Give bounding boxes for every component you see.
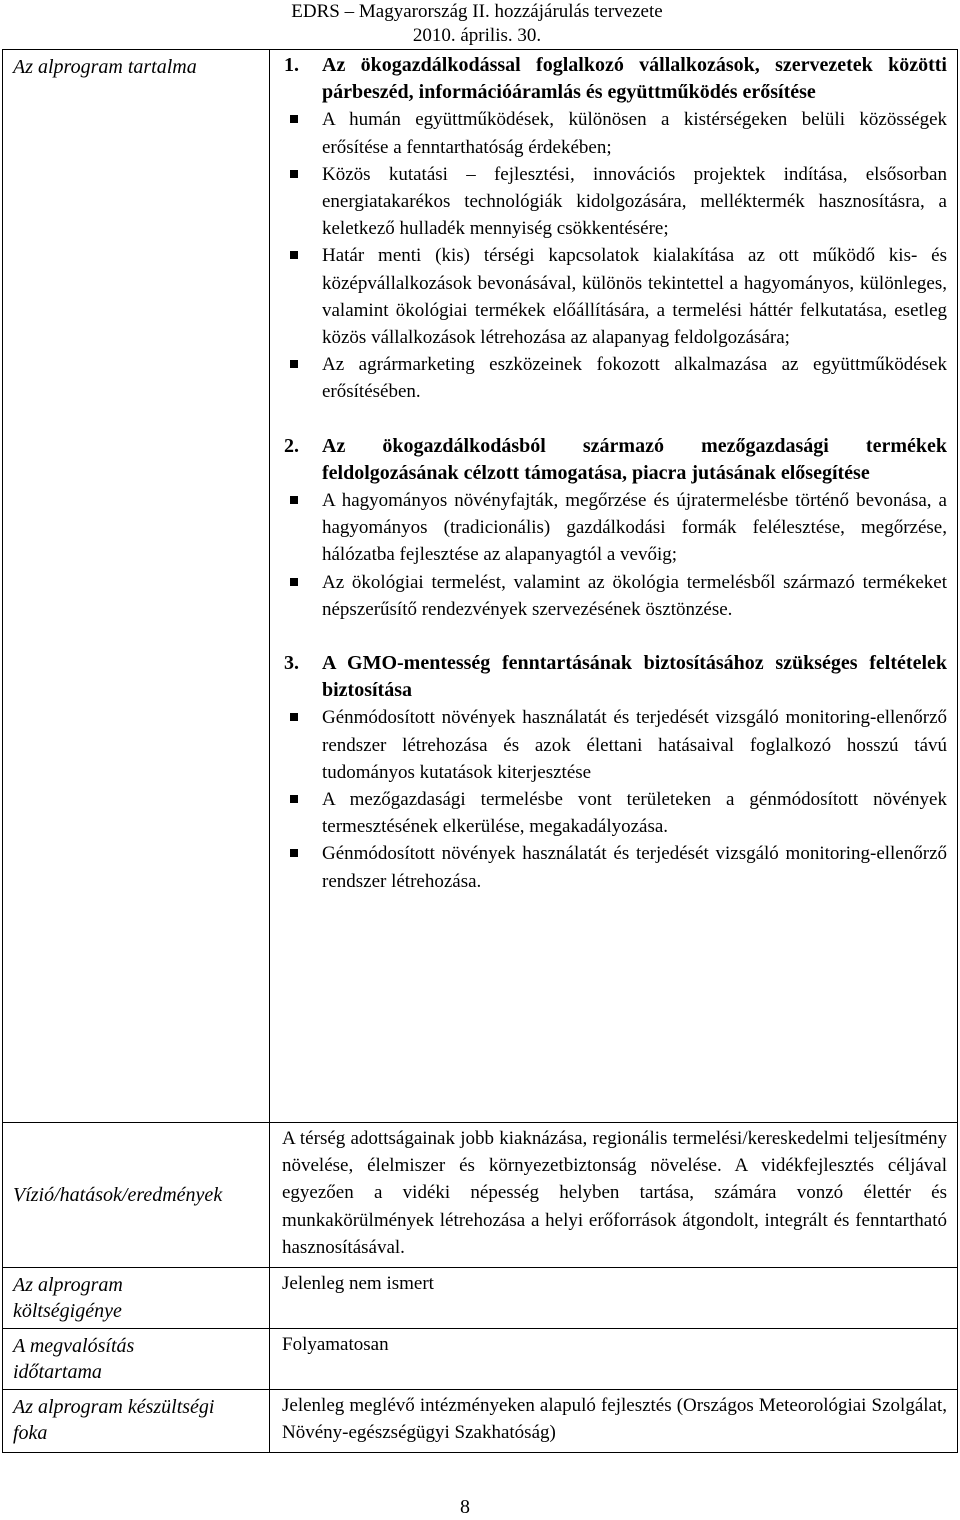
header-title: EDRS – Magyarország II. hozzájárulás tervezete: [291, 1, 663, 22]
bullet-square-icon: [284, 351, 322, 405]
section-3-heading: A GMO-mentesség fenntartásának biztosításához szükséges feltételek biztosítása: [322, 652, 947, 702]
vision-cell: [270, 1123, 958, 1268]
content-row: [3, 50, 958, 1123]
list-item: Határ menti (kis) térségi kapcsolatok kialakítása az ott működő kis- és középvállalkozások bevonásával, különös tekintettel a hagyományos, különleges, valamint ökológiai termékek előállítására, a termelési háttér felkutatása, esetleg közös vállalkozások létrehozása az alapanyag feldolgozására;: [284, 242, 947, 351]
list-item: A mezőgazdasági termelésbe vont területeken a génmódosított növények termesztésének elkerülése, megakadályozása.: [284, 786, 947, 840]
section-1-heading: Az ökogazdálkodással foglalkozó vállalkozások, szervezetek közötti párbeszéd, információáramlás és együttműködés erősítése: [322, 54, 947, 104]
list-item: Az agrármarketing eszközeinek fokozott alkalmazása az együttműködések erősítésében.: [284, 351, 947, 405]
section-2: [270, 433, 957, 623]
bullet-square-icon: [284, 569, 322, 623]
vision-row: [3, 1123, 958, 1268]
list-item: Közös kutatási – fejlesztési, innovációs projektek indítása, elsősorban energiatakarékos technológiák kidolgozására, melléktermék hasznosításra, a keletkező hulladék mennyiség csökkentésére;: [284, 161, 947, 243]
bullet-square-icon: [284, 840, 322, 894]
section-2-number: 2.: [284, 434, 299, 457]
list-item: A hagyományos növényfajták, megőrzése és újratermelésbe történő bevonása, a hagyományos (tradicionális) gazdálkodási formák felélesztése, megőrzése, hálózatba fejlesztése az alapanyagtól a vevőig;: [284, 487, 947, 569]
vision-text: A térség adottságainak jobb kiaknázása, regionális termelési/kereskedelmi teljesítmény növelése, élelmiszer és környezetbiztonság növelése. A vidékfejlesztés céljával egyezően a vidéki népesség helyben tartása, számára vonzó élettér és munkakörülmények létrehozása a helyi erőforrások átgondolt, integrált és fenntartható hasznosításával.: [282, 1128, 947, 1258]
section-1-title: [284, 52, 947, 106]
list-item: Génmódosított növények használatát és terjedését vizsgáló monitoring-ellenőrző rendszer létrehozása.: [284, 840, 947, 894]
section-3-number: 3.: [284, 652, 299, 675]
section-3-bullets: [284, 704, 947, 894]
cost-row: [3, 1268, 958, 1329]
section-3-title: [284, 650, 947, 704]
header-date: 2010. április. 30.: [412, 25, 542, 46]
list-item: A humán együttműködések, különösen a kistérségeken belüli közösségek erősítése a fenntarthatóság érdekében;: [284, 106, 947, 160]
section-1: [270, 50, 957, 406]
list-item: Génmódosított növények használatát és terjedését vizsgáló monitoring-ellenőrző rendszer létrehozása és azok élettani hatásaival foglalkozó hosszú távú tudományos kutatások kiterjesztése: [284, 704, 947, 786]
section-1-bullets: [284, 106, 947, 405]
list-item: Az ökológiai termelést, valamint az ökológia termelésből származó termékeket népszerűsítő rendezvények szervezésének ösztönzése.: [284, 569, 947, 623]
vision-label: Vízió/hatások/eredmények: [3, 1123, 270, 1268]
duration-cell: [270, 1329, 958, 1390]
section-2-title: [284, 433, 947, 487]
section-3: [270, 650, 957, 895]
bullet-square-icon: [284, 786, 322, 840]
readiness-text: Jelenleg meglévő intézményeken alapuló fejlesztés (Országos Meteorológiai Szolgálat, Növény-egészségügyi Szakhatóság): [282, 1395, 947, 1444]
duration-text: Folyamatosan: [282, 1334, 389, 1356]
section-2-bullets: [284, 487, 947, 623]
cost-label: Az alprogram költségigénye: [3, 1268, 270, 1329]
section-2-heading: Az ökogazdálkodásból származó mezőgazdasági termékek feldolgozásának célzott támogatása, piacra jutásának elősegítése: [322, 434, 947, 484]
cost-cell: [270, 1268, 958, 1329]
content-cell: [270, 50, 958, 1123]
section-1-number: 1.: [284, 54, 299, 76]
bullet-square-icon: [284, 487, 322, 569]
page-number: 8: [460, 1496, 470, 1518]
bullet-square-icon: [284, 161, 322, 243]
cost-text: Jelenleg nem ismert: [282, 1273, 434, 1295]
bullet-square-icon: [284, 242, 322, 351]
bullet-square-icon: [284, 106, 322, 160]
readiness-label: Az alprogram készültségi foka: [3, 1390, 270, 1453]
page-header: [0, 0, 960, 48]
readiness-cell: [270, 1390, 958, 1453]
duration-row: [3, 1329, 958, 1390]
subprogram-table: [2, 49, 958, 1453]
readiness-row: [3, 1390, 958, 1453]
bullet-square-icon: [284, 704, 322, 786]
duration-label: A megvalósítás időtartama: [3, 1329, 270, 1390]
content-label: Az alprogram tartalma: [3, 50, 270, 1123]
